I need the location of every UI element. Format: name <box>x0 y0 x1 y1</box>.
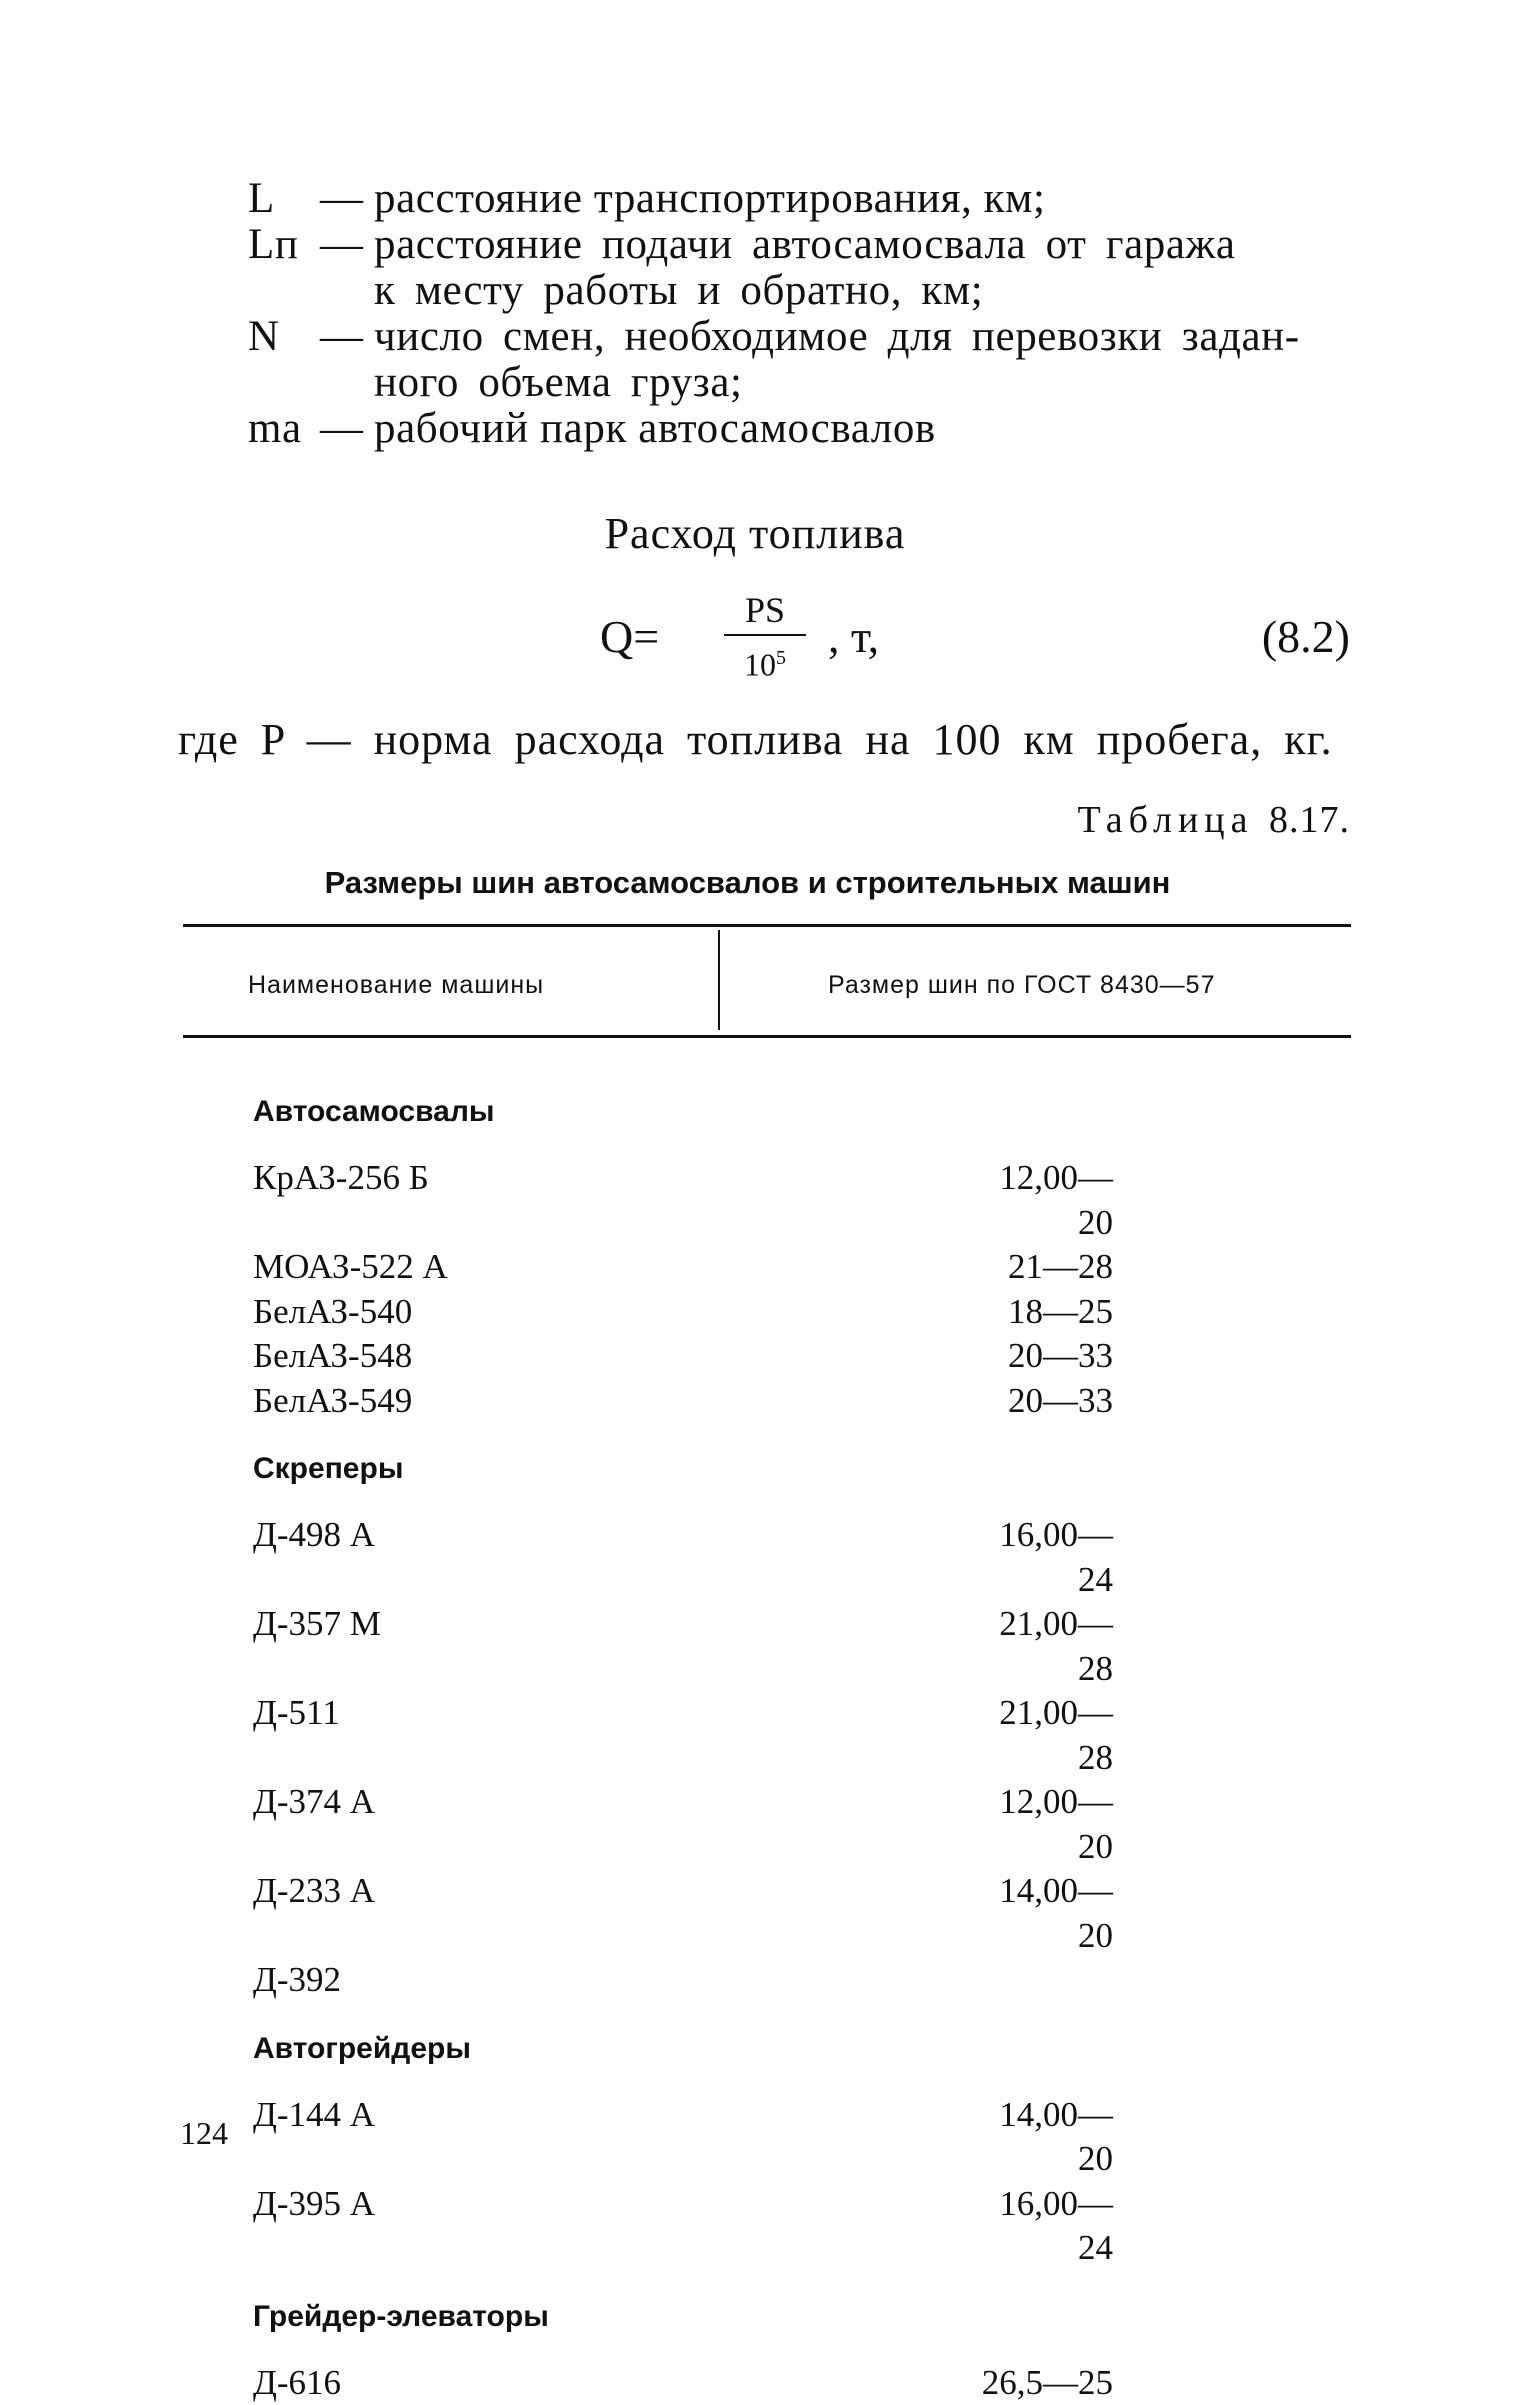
table-row <box>253 1602 1153 1691</box>
equation-number: (8.2) <box>1262 610 1350 663</box>
group-spacer <box>253 1423 1153 1447</box>
table-row <box>253 1691 1153 1780</box>
machine-name: Д-374 А <box>253 1780 973 1869</box>
tire-size: 12,00—20 <box>973 1780 1113 1869</box>
table-row <box>253 1958 1153 2003</box>
definition-line <box>248 176 1348 222</box>
col-header-machine: Наименование машины <box>248 971 544 1000</box>
machine-name: Д-392 <box>253 1958 973 2003</box>
table-row <box>253 2182 1153 2271</box>
group-spacer <box>253 2271 1153 2295</box>
definition-line <box>248 314 1348 360</box>
definition-dash: — <box>320 314 374 360</box>
definition-symbol: L <box>248 176 320 222</box>
table-title: Размеры шин автосамосвалов и строительных машин <box>0 865 1515 901</box>
formula-lhs: Q= <box>600 610 659 663</box>
table-row <box>253 1869 1153 1958</box>
table-column-divider <box>718 930 720 1030</box>
formula-unit: , т, <box>828 610 879 663</box>
definitions-list <box>248 176 1348 452</box>
tire-size: 14,00—20 <box>973 2093 1113 2182</box>
definition-symbol: N <box>248 314 320 360</box>
definition-line <box>248 222 1348 268</box>
tire-size: 16,00—24 <box>973 1513 1113 1602</box>
definition-dash <box>320 268 374 314</box>
machine-name: Д-511 <box>253 1691 973 1780</box>
where-clause: где P — норма расхода топлива на 100 км пробега, кг. <box>178 714 1333 765</box>
formula-numerator: PS <box>720 590 810 630</box>
definition-dash: — <box>320 176 374 222</box>
tire-size: 18—25 <box>973 1290 1113 1335</box>
definition-dash <box>320 360 374 406</box>
table-label-number: 8.17. <box>1269 799 1350 841</box>
table-row <box>253 2093 1153 2182</box>
table-row <box>253 1513 1153 1602</box>
table-label <box>1077 798 1350 842</box>
table-row <box>253 1245 1153 1290</box>
definition-text: число смен, необходимое для перевозки задан- <box>374 314 1348 360</box>
definition-text: расстояние подачи автосамосвала от гаража <box>374 222 1348 268</box>
section-heading: Расход топлива <box>155 508 1355 559</box>
table-group-heading: Автогрейдеры <box>253 2027 1153 2071</box>
group-spacer <box>253 2003 1153 2027</box>
formula-fraction <box>720 590 810 683</box>
machine-name: БелАЗ-549 <box>253 1379 973 1424</box>
definition-text: расстояние транспортирования, км; <box>374 176 1348 222</box>
tire-size: 20—33 <box>973 1379 1113 1424</box>
machine-name: Д-395 А <box>253 2182 973 2271</box>
tire-size: 20—33 <box>973 1334 1113 1379</box>
machine-name: МОАЗ-522 А <box>253 1245 973 1290</box>
definition-symbol: Lп <box>248 222 320 268</box>
table-row <box>253 1156 1153 1245</box>
table-group-heading: Автосамосвалы <box>253 1090 1153 1134</box>
formula-8-2 <box>600 590 1350 700</box>
definition-line <box>248 406 1348 452</box>
definition-symbol <box>248 360 320 406</box>
machine-name: Д-616 <box>253 2361 973 2405</box>
table-top-rule <box>183 924 1351 927</box>
machine-name: Д-498 А <box>253 1513 973 1602</box>
machine-name: Д-144 А <box>253 2093 973 2182</box>
formula-denominator <box>720 640 810 683</box>
table-row <box>253 2361 1153 2405</box>
definition-text: к месту работы и обратно, км; <box>374 268 1348 314</box>
denominator-base: 10 <box>744 647 776 683</box>
denominator-exponent: 5 <box>776 647 786 669</box>
definition-dash: — <box>320 222 374 268</box>
table-group-heading: Скреперы <box>253 1447 1153 1491</box>
table-group-heading: Грейдер-элеваторы <box>253 2295 1153 2339</box>
fraction-bar <box>724 634 806 636</box>
machine-name: КрАЗ-256 Б <box>253 1156 973 1245</box>
table-row <box>253 1290 1153 1335</box>
table-row <box>253 1780 1153 1869</box>
tire-size: 16,00—24 <box>973 2182 1113 2271</box>
tire-size: 26,5—25 <box>973 2361 1113 2405</box>
tire-size: 14,00—20 <box>973 1869 1113 1958</box>
tire-size: 21,00—28 <box>973 1691 1113 1780</box>
col-header-tire-size: Размер шин по ГОСТ 8430—57 <box>828 971 1215 1000</box>
tire-size: 21—28 <box>973 1245 1113 1290</box>
definition-line <box>248 268 1348 314</box>
definition-text: ного объема груза; <box>374 360 1348 406</box>
table-header-rule <box>183 1035 1351 1038</box>
table-row <box>253 1379 1153 1424</box>
table-label-word: Таблица <box>1077 799 1253 841</box>
machine-name: Д-357 М <box>253 1602 973 1691</box>
table-body <box>253 1090 1153 2405</box>
table-row <box>253 1334 1153 1379</box>
definition-line <box>248 360 1348 406</box>
definition-symbol <box>248 268 320 314</box>
page-number: 124 <box>180 2115 228 2152</box>
definition-symbol: mа <box>248 406 320 452</box>
definition-dash: — <box>320 406 374 452</box>
definition-text: рабочий парк автосамосвалов <box>374 406 1348 452</box>
tire-size <box>973 1958 1113 2003</box>
tire-size: 12,00—20 <box>973 1156 1113 1245</box>
tire-size: 21,00—28 <box>973 1602 1113 1691</box>
machine-name: БелАЗ-540 <box>253 1290 973 1335</box>
machine-name: БелАЗ-548 <box>253 1334 973 1379</box>
machine-name: Д-233 А <box>253 1869 973 1958</box>
